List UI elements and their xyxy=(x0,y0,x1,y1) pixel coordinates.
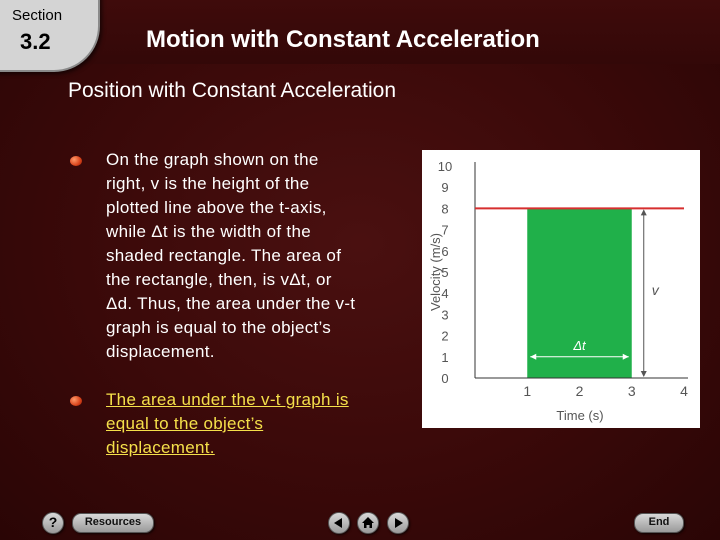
help-icon: ? xyxy=(48,514,58,530)
home-icon xyxy=(358,513,378,533)
dt-annotation: Δt xyxy=(573,337,586,353)
bullet-line: Δd. Thus, the area under the v-t xyxy=(106,294,356,313)
y-tick-label: 5 xyxy=(441,265,449,280)
previous-button[interactable] xyxy=(328,512,350,534)
help-button[interactable] xyxy=(42,512,64,534)
arrow-down-icon xyxy=(641,371,647,377)
y-tick-label: 2 xyxy=(441,328,449,344)
bullet-line: right, v is the height of the xyxy=(106,174,310,193)
arrow-left-icon xyxy=(334,518,342,528)
section-number: 3.2 xyxy=(20,29,51,54)
bullet-line: displacement. xyxy=(106,342,215,361)
bullet-line: plotted line above the t-axis, xyxy=(106,198,327,217)
resources-label: Resources xyxy=(84,516,142,528)
end-button[interactable] xyxy=(634,513,684,533)
v-annotation: v xyxy=(651,282,659,299)
velocity-time-graph xyxy=(422,150,700,428)
y-tick-label: 6 xyxy=(441,243,449,259)
link-line[interactable]: displacement. xyxy=(106,438,215,457)
end-label: End xyxy=(648,516,670,528)
y-tick-label: 9 xyxy=(441,180,449,196)
slide-title: Motion with Constant Acceleration xyxy=(146,26,540,53)
y-tick-label: 3 xyxy=(441,307,449,323)
section-label: Section xyxy=(12,7,63,24)
y-tick-label: 10 xyxy=(437,159,453,174)
link-line[interactable]: The area under the v-t graph is xyxy=(106,390,349,409)
y-tick-label: 7 xyxy=(441,222,449,238)
graph-svg xyxy=(422,150,700,428)
x-axis-label: Time (s) xyxy=(556,408,604,423)
bullet-icon xyxy=(70,396,82,406)
y-tick-label: 0 xyxy=(441,371,449,386)
bullet-line: On the graph shown on the xyxy=(106,150,319,169)
arrow-up-icon xyxy=(641,209,647,215)
bullet-link-2[interactable] xyxy=(106,388,406,460)
y-axis-label: Velocity (m/s) xyxy=(428,232,443,312)
y-tick-label: 8 xyxy=(441,201,449,217)
arrow-right-icon xyxy=(395,518,403,528)
slide-subtitle: Position with Constant Acceleration xyxy=(68,79,397,102)
bullet-line: shaded rectangle. The area of xyxy=(106,246,342,265)
resources-button[interactable] xyxy=(72,513,154,533)
x-tick-label: 3 xyxy=(627,383,636,399)
home-button[interactable] xyxy=(357,512,379,534)
x-tick-label: 2 xyxy=(575,383,584,399)
bullet-icon xyxy=(70,156,82,166)
y-tick-label: 1 xyxy=(441,349,449,365)
x-tick-label: 4 xyxy=(680,383,688,399)
y-tick-label: 4 xyxy=(441,286,449,302)
x-tick-label: 1 xyxy=(523,383,532,399)
link-line[interactable]: equal to the object’s xyxy=(106,414,264,433)
bullet-line: while Δt is the width of the xyxy=(106,222,311,241)
bullet-paragraph-1 xyxy=(106,148,406,364)
bullet-line: the rectangle, then, is vΔt, or xyxy=(106,270,332,289)
bullet-line: graph is equal to the object’s xyxy=(106,318,332,337)
next-button[interactable] xyxy=(387,512,409,534)
